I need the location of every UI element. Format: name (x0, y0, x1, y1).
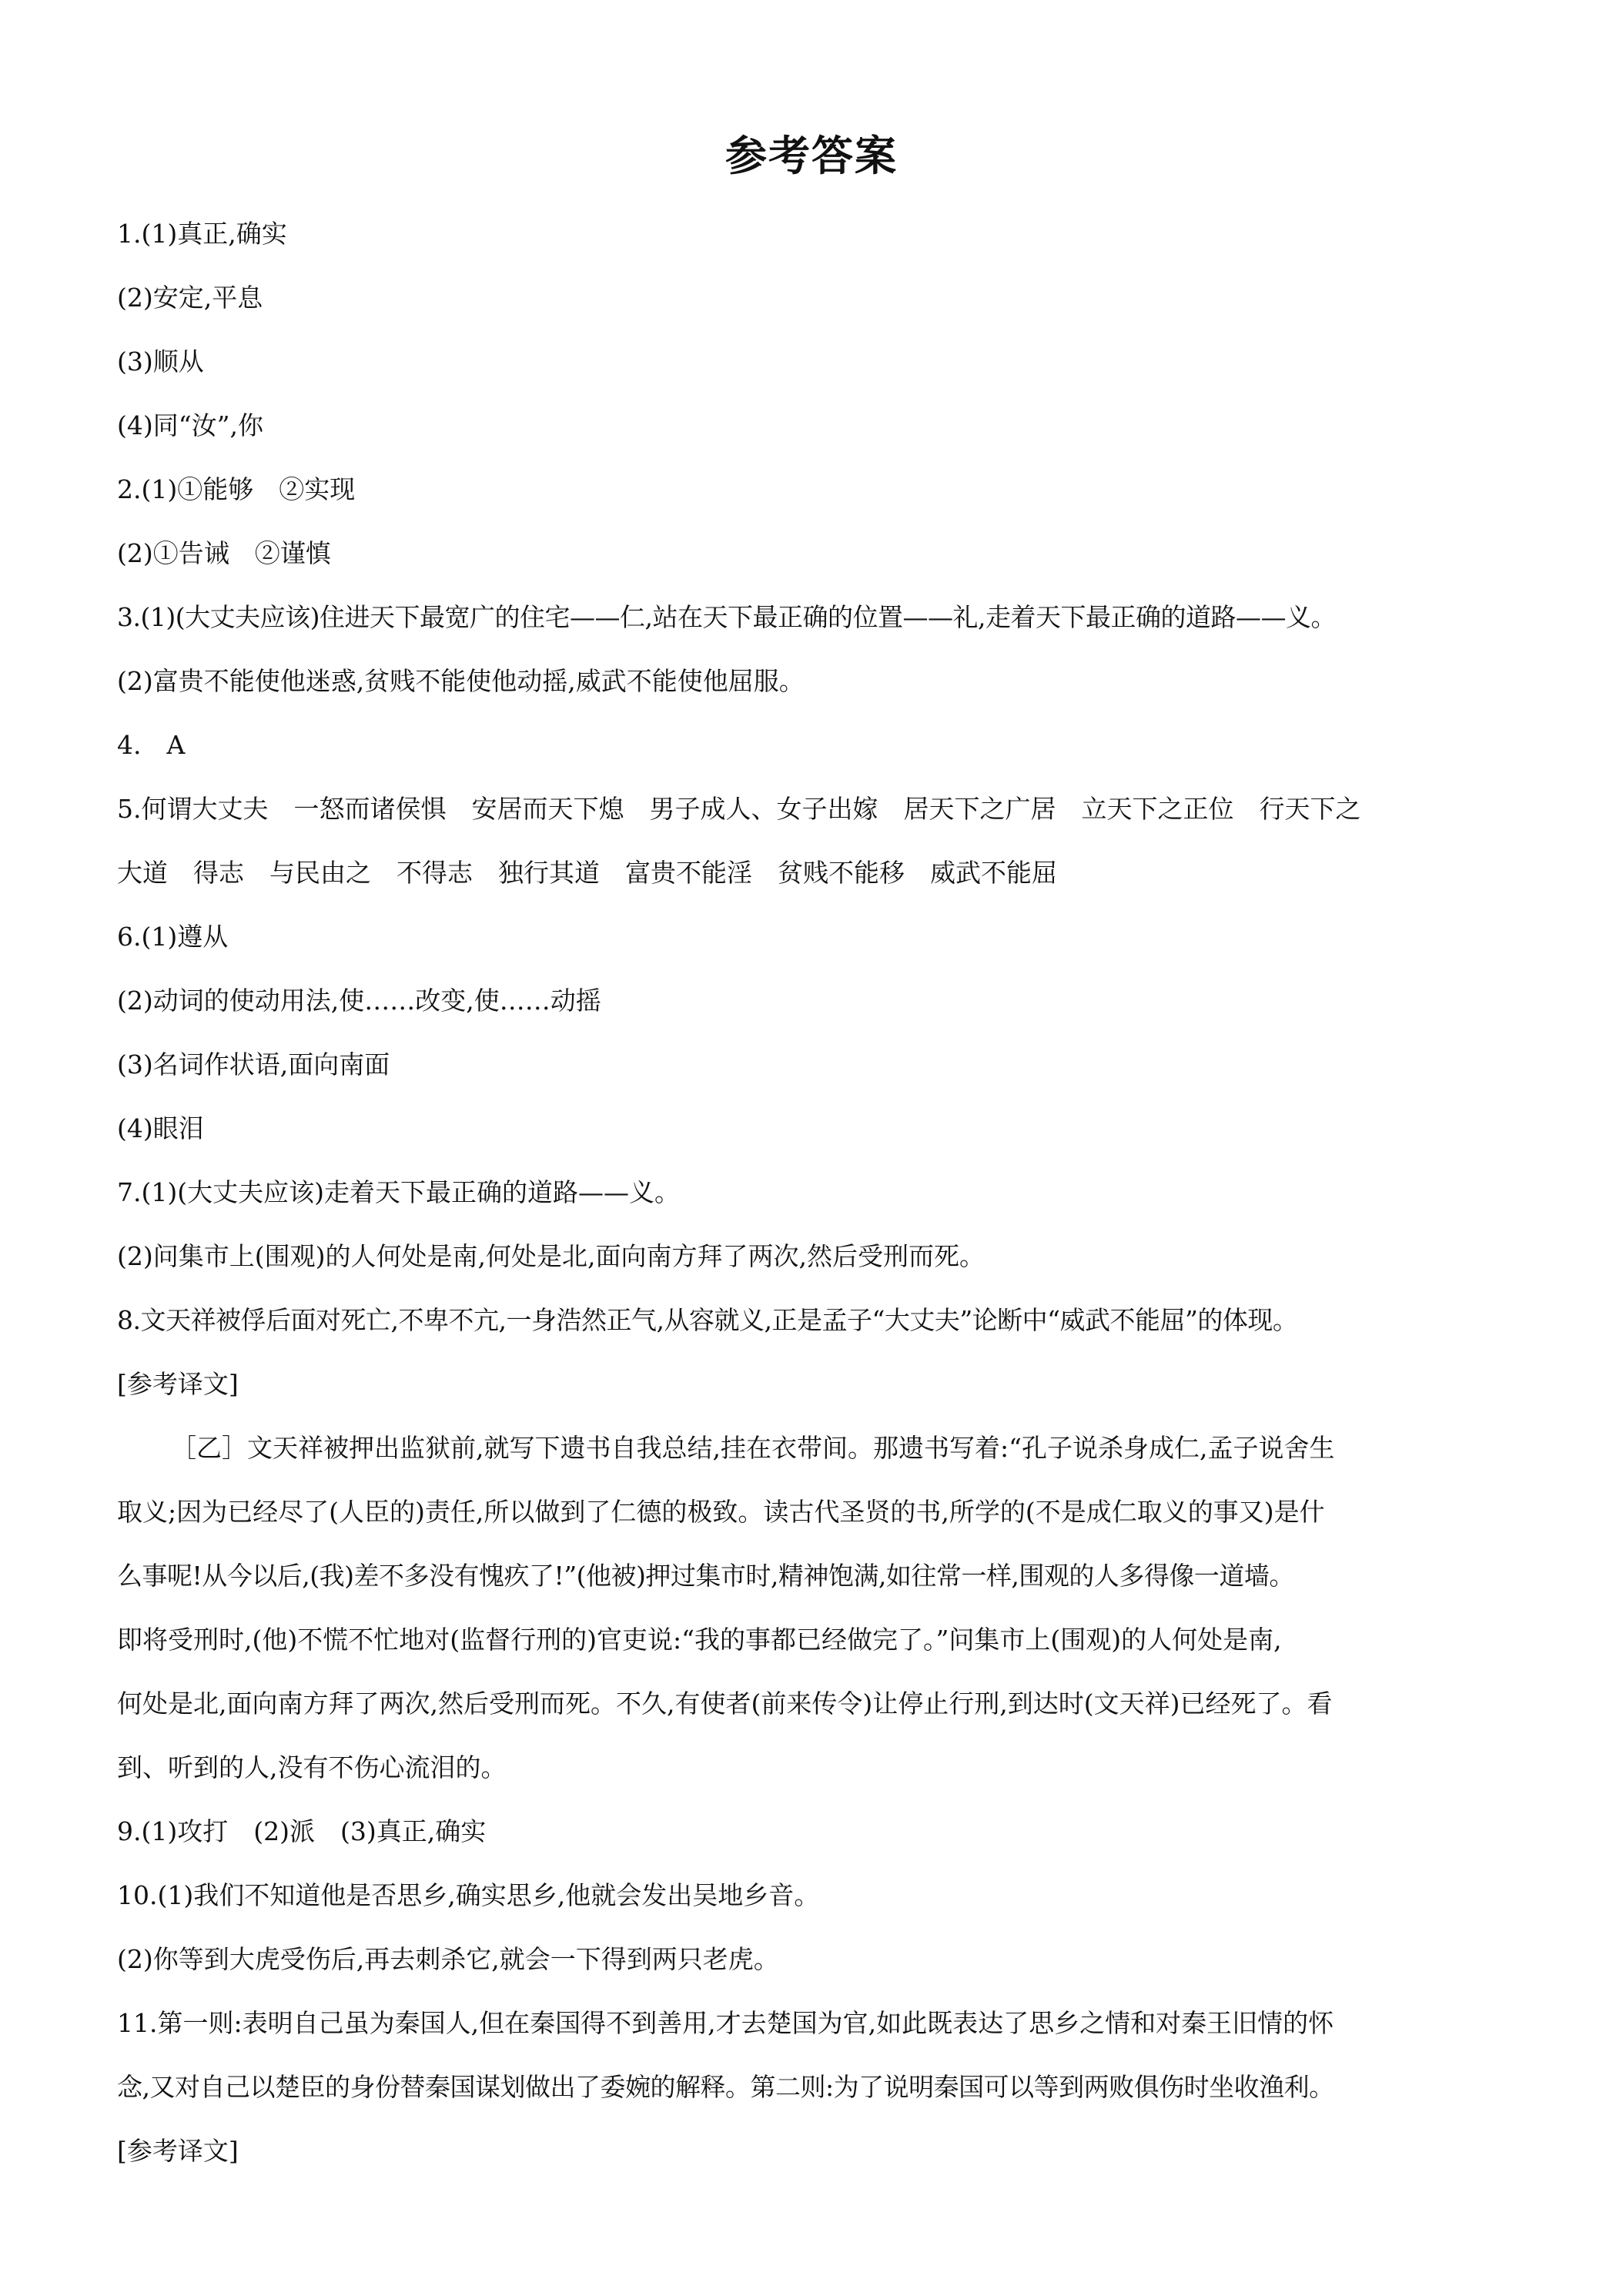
answer-line: 1.(1)真正,确实 (117, 219, 287, 249)
translation-line: ［乙］文天祥被押出监狱前,就写下遗书自我总结,挂在衣带间。那遗书写着:“孔子说杀身成仁,孟子说舍生 (171, 1433, 1335, 1463)
answer-line: (3)名词作状语,面向南面 (117, 1049, 390, 1079)
answer-line: 7.(1)(大丈夫应该)走着天下最正确的道路——义。 (117, 1177, 680, 1207)
page-title: 参考答案 (725, 132, 898, 180)
answer-line: (2)动词的使动用法,使……改变,使……动摇 (117, 986, 601, 1016)
translation-line: 何处是北,面向南方拜了两次,然后受刑而死。不久,有使者(前来传令)让停止行刑,到达时(文天祥)已经死了。看 (117, 1689, 1333, 1719)
translation-line: 么事呢!从今以后,(我)差不多没有愧疚了!”(他被)押过集市时,精神饱满,如往常一样,围观的人多得像一道墙。 (117, 1561, 1294, 1591)
answer-line: 念,又对自己以楚臣的身份替秦国谋划做出了委婉的解释。第二则:为了说明秦国可以等到两败俱伤时坐收渔利。 (117, 2072, 1334, 2102)
answer-line: (2)安定,平息 (117, 283, 263, 313)
translation-line: 即将受刑时,(他)不慌不忙地对(监督行刑的)官吏说:“我的事都已经做完了。”问集市上(围观)的人何处是南, (117, 1625, 1282, 1655)
translation-line: 到、听到的人,没有不伤心流泪的。 (117, 1752, 507, 1782)
answer-line: (2)你等到大虎受伤后,再去刺杀它,就会一下得到两只老虎。 (117, 1944, 779, 1974)
answer-line: (2)富贵不能使他迷惑,贫贱不能使他动摇,威武不能使他屈服。 (117, 666, 805, 696)
section-label: [参考译文] (117, 1369, 239, 1399)
answer-line: (4)眼泪 (117, 1113, 204, 1143)
answer-line: 5.何谓大丈夫 一怒而诸侯惧 安居而天下熄 男子成人、女子出嫁 居天下之广居 立天下之正位 行天下之 (117, 794, 1361, 824)
answer-line: 4. A (117, 730, 186, 760)
answer-line: 大道 得志 与民由之 不得志 独行其道 富贵不能淫 贫贱不能移 威武不能屈 (117, 858, 1057, 888)
answer-line: (2)①告诫 ②谨慎 (117, 538, 331, 568)
answer-line: 10.(1)我们不知道他是否思乡,确实思乡,他就会发出吴地乡音。 (117, 1880, 820, 1910)
answer-line: 3.(1)(大丈夫应该)住进天下最宽广的住宅——仁,站在天下最正确的位置——礼,走着天下最正确的道路——义。 (117, 602, 1336, 632)
section-label: [参考译文] (117, 2136, 239, 2166)
answer-line: 2.(1)①能够 ②实现 (117, 474, 356, 504)
answer-line: (2)问集市上(围观)的人何处是南,何处是北,面向南方拜了两次,然后受刑而死。 (117, 1241, 985, 1271)
answer-line: 11.第一则:表明自己虽为秦国人,但在秦国得不到善用,才去楚国为官,如此既表达了思乡之情和对秦王旧情的怀 (117, 2008, 1334, 2038)
answer-line: (3)顺从 (117, 346, 204, 377)
answer-line: 9.(1)攻打 (2)派 (3)真正,确实 (117, 1816, 487, 1846)
translation-line: 取义;因为已经尽了(人臣的)责任,所以做到了仁德的极致。读古代圣贤的书,所学的(不是成仁取义的事又)是什 (117, 1497, 1325, 1527)
answer-line: (4)同“汝”,你 (117, 410, 263, 440)
answer-line: 8.文天祥被俘后面对死亡,不卑不亢,一身浩然正气,从容就义,正是孟子“大丈夫”论断中“威武不能屈”的体现。 (117, 1305, 1298, 1335)
answer-line: 6.(1)遵从 (117, 922, 229, 952)
